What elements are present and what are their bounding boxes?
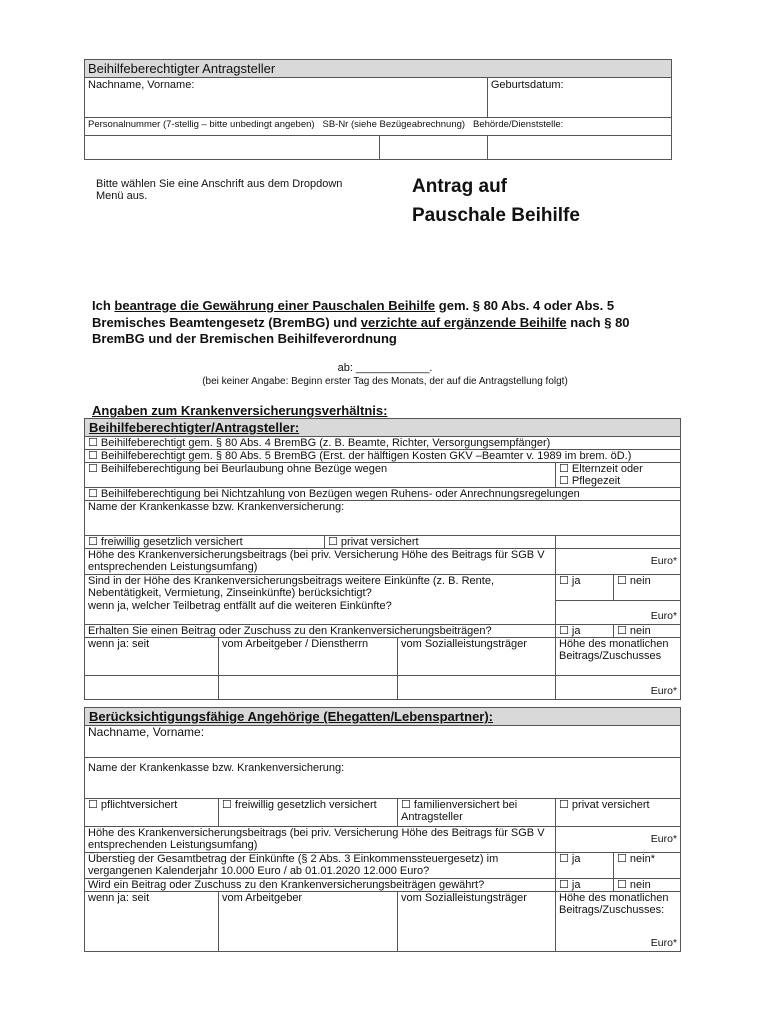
contribution-euro-input[interactable] (556, 548, 681, 574)
empty-cell (556, 535, 681, 548)
checkbox-dependent-income-ja[interactable]: ☐ ja (556, 852, 614, 878)
portion-euro-input[interactable] (556, 600, 681, 624)
checkbox-eligible-abs4[interactable]: ☐ Beihilfeberechtigt gem. § 80 Abs. 4 BremBG (z. B. Beamte, Richter, Versorgungsempfänger) (85, 437, 681, 450)
applicant-section-label: Beihilfeberechtigter Antragsteller (85, 60, 672, 78)
checkbox-eligible-abs5[interactable]: ☐ Beihilfeberechtigt gem. § 80 Abs. 5 BremBG (Erst. der hälftigen Kosten GKV –Beamter v. 1989 im brem. öD.) (85, 450, 681, 463)
euro-label: Euro* (650, 833, 678, 845)
checkbox-leave-without-pay[interactable]: ☐ Beihilfeberechtigung bei Beurlaubung ohne Bezüge wegen (85, 463, 556, 488)
statement-part-2: gem. § 80 Abs. 4 oder Abs. 5 Bremisches Beamtengesetz (BremBG) und (92, 298, 615, 330)
dependent-name-field[interactable] (85, 726, 681, 758)
since-input[interactable] (85, 675, 219, 699)
leave-options (556, 463, 681, 488)
checkbox-subsidy-nein[interactable]: ☐ nein (614, 624, 681, 637)
dependent-monthly-label: Höhe des monatlichen Beitrags/Zuschusses: (556, 891, 681, 928)
dependent-contribution-label: Höhe des Krankenversicherungsbeitrags (bei priv. Versicherung Höhe des Beitrags für SGB V entsprechenden Leistungsumfang) (85, 826, 556, 852)
authority-input[interactable] (487, 136, 671, 160)
checkbox-dependent-voluntary[interactable]: ☐ freiwillig gesetzlich versichert (219, 798, 398, 826)
dependent-kasse-label: Name der Krankenkasse bzw. Krankenversicherung: (85, 758, 681, 775)
dependent-social-label[interactable]: vom Sozialleistungsträger (398, 891, 556, 951)
dependents-insurance-table (84, 707, 681, 952)
dependent-employer-label[interactable]: vom Arbeitgeber (219, 891, 398, 951)
dependent-name-label: Nachname, Vorname: (88, 725, 205, 739)
checkbox-family-insured[interactable]: ☐ familienversichert bei Antragsteller (398, 798, 556, 826)
applicant-insurance-table (84, 418, 681, 700)
checkbox-income-nein[interactable]: ☐ nein (614, 574, 681, 600)
personal-number-label: Personalnummer (7-stellig – bitte unbedingt angeben) (88, 119, 315, 130)
checkbox-dependent-subsidy-ja[interactable]: ☐ ja (556, 878, 614, 891)
sb-number-label: SB-Nr (siehe Bezügeabrechnung) (322, 119, 466, 130)
checkbox-voluntary-insured[interactable]: ☐ freiwillig gesetzlich versichert (85, 535, 325, 548)
dependent-income-question: Überstieg der Gesamtbetrag der Einkünfte (§ 2 Abs. 3 Einkommenssteuergesetz) im vergangenen Kalenderjahr 10.000 Euro / ab 01.01.2020 12.000 Euro? (85, 852, 556, 878)
euro-label: Euro* (650, 684, 678, 697)
id-labels-row (85, 118, 672, 136)
social-label: vom Sozialleistungsträger (398, 637, 556, 675)
personal-number-input[interactable] (85, 136, 380, 160)
checkbox-parental-leave[interactable]: ☐ Elternzeit oder (559, 463, 643, 475)
monthly-euro-input[interactable] (556, 675, 681, 699)
kasse-label: Name der Krankenkasse bzw. Krankenversicherung: (85, 501, 681, 514)
euro-label: Euro* (650, 609, 678, 622)
title-line-1: Antrag auf (412, 176, 507, 197)
dependent-since-label[interactable]: wenn ja: seit (85, 891, 219, 951)
statement-underline-1: beantrage die Gewährung einer Pauschalen Beihilfe (114, 298, 436, 313)
start-date-field[interactable]: ab: ____________. (337, 362, 433, 374)
checkbox-private-insured[interactable]: ☐ privat versichert (325, 535, 556, 548)
contribution-label: Höhe des Krankenversicherungsbeitrags (bei priv. Versicherung Höhe des Beitrags für SGB V entsprechenden Leistungsumfang) (85, 548, 556, 574)
sb-number-input[interactable] (380, 136, 488, 160)
dependent-kasse-input[interactable] (85, 774, 681, 798)
checkbox-mandatory-insured[interactable]: ☐ pflichtversichert (85, 798, 219, 826)
application-statement (92, 298, 682, 348)
income-question: Sind in der Höhe des Krankenversicherungsbeitrags weitere Einkünfte (z. B. Rente, Nebentätigkeit, Vermietung, Zinseinkünfte) berücksichtigt? (85, 574, 556, 600)
portion-question: wenn ja, welcher Teilbetrag entfällt auf die weiteren Einkünfte? (85, 600, 556, 624)
applicant-heading: Beihilfeberechtigter/Antragsteller: (85, 419, 681, 437)
authority-label: Behörde/Dienststelle: (473, 119, 564, 130)
birthdate-field[interactable] (487, 78, 671, 118)
statement-underline-2: verzichte auf ergänzende Beihilfe (360, 314, 567, 330)
checkbox-non-payment[interactable]: ☐ Beihilfeberechtigung bei Nichtzahlung von Bezügen wegen Ruhens- oder Anrechnungsregelungen (85, 488, 681, 501)
checkbox-dependent-subsidy-nein[interactable]: ☐ nein (614, 878, 681, 891)
dependent-contribution-euro-input[interactable] (556, 826, 681, 852)
title-line-2: Pauschale Beihilfe (412, 205, 580, 226)
insurance-section-title: Angaben zum Krankenversicherungsverhältnis: (92, 403, 388, 418)
dependents-heading: Berücksichtigungsfähige Angehörige (Ehegatten/Lebenspartner): (85, 708, 681, 726)
checkbox-subsidy-ja[interactable]: ☐ ja (556, 624, 614, 637)
checkbox-dependent-private[interactable]: ☐ privat versichert (556, 798, 681, 826)
name-field[interactable] (85, 78, 488, 118)
since-label: wenn ja: seit (85, 637, 219, 675)
kasse-input[interactable] (85, 513, 681, 535)
dependent-monthly-euro-input[interactable] (556, 928, 681, 951)
social-input[interactable] (398, 675, 556, 699)
employer-input[interactable] (219, 675, 398, 699)
dependent-subsidy-question: Wird ein Beitrag oder Zuschuss zu den Krankenversicherungsbeiträgen gewährt? (85, 878, 556, 891)
start-date-note: (bei keiner Angabe: Beginn erster Tag des Monats, der auf die Antragstellung folgt) (202, 376, 568, 387)
statement-part-3: nach § 80 BremBG und der Bremischen Beihilfeverordnung (92, 314, 630, 346)
subsidy-question: Erhalten Sie einen Beitrag oder Zuschuss zu den Krankenversicherungsbeiträgen? (85, 624, 556, 637)
form-title (412, 172, 580, 230)
applicant-header-table (84, 59, 672, 160)
checkbox-care-leave[interactable]: ☐ Pflegezeit (559, 475, 621, 487)
euro-label: Euro* (650, 555, 678, 567)
monthly-label: Höhe des monatlichen Beitrags/Zuschusses (556, 637, 681, 675)
statement-part-1: Ich (92, 298, 115, 313)
checkbox-income-ja[interactable]: ☐ ja (556, 574, 614, 600)
birthdate-label: Geburtsdatum: (490, 79, 564, 91)
euro-label: Euro* (650, 936, 678, 949)
checkbox-dependent-income-nein[interactable]: ☐ nein* (614, 852, 681, 878)
employer-label: vom Arbeitgeber / Dienstherrn (219, 637, 398, 675)
name-label: Nachname, Vorname: (88, 79, 195, 91)
address-dropdown-note[interactable]: Bitte wählen Sie eine Anschrift aus dem Dropdown Menü aus. (96, 178, 343, 202)
